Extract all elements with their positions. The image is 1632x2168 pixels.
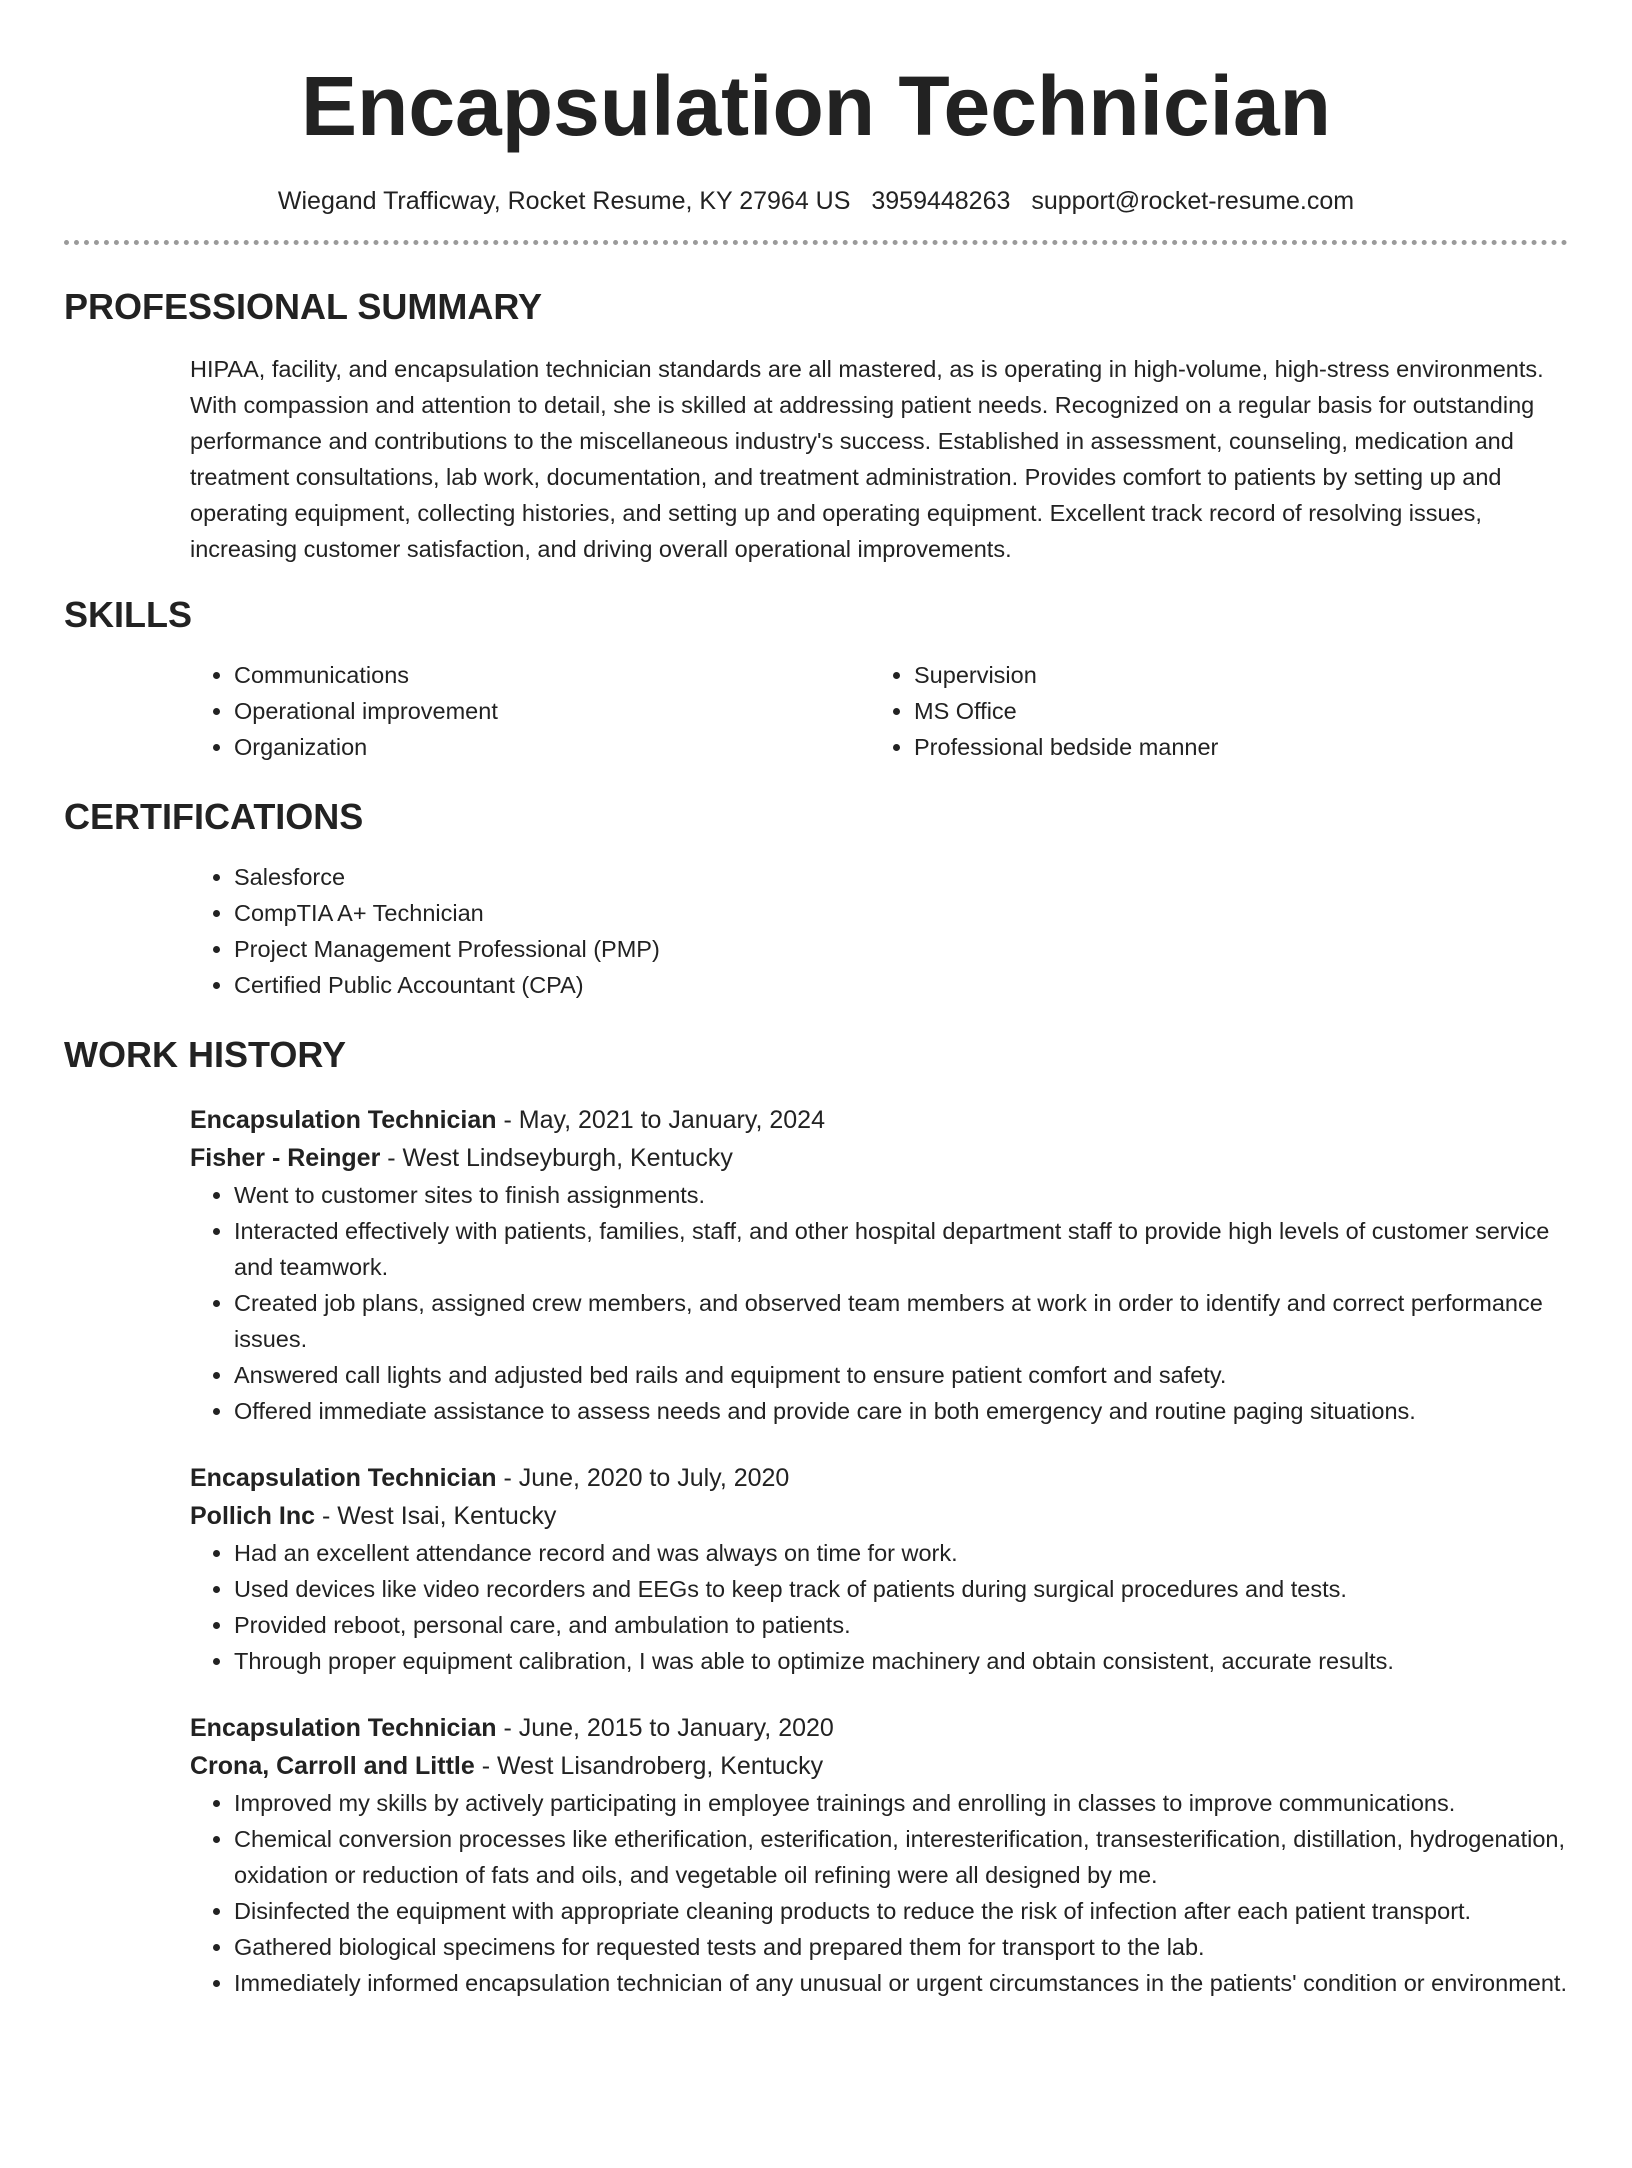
job-location: - West Lindseyburgh, Kentucky <box>380 1144 733 1172</box>
contact-line <box>64 184 1568 218</box>
job-entry <box>190 1709 1568 2001</box>
job-bullet: • Through proper equipment calibration, I was able to optimize machinery and obtain consistent, accurate results. <box>234 1643 1568 1679</box>
job-bullet: • Chemical conversion processes like etherification, esterification, interesterification, transesterification, distillation, hydrogenation, oxidation or reduction of fats and oils, and vegetable oil refining were all designed by me. <box>234 1821 1568 1893</box>
job-bullet: • Offered immediate assistance to assess needs and provide care in both emergency and routine paging situations. <box>234 1393 1568 1429</box>
contact-phone: 3959448263 <box>871 187 1011 215</box>
skills-grid <box>190 657 1568 765</box>
job-bullet: • Gathered biological specimens for requested tests and prepared them for transport to the lab. <box>234 1929 1568 1965</box>
job-company-line <box>190 1497 1568 1535</box>
skills-section <box>64 593 1568 765</box>
job-dates: - May, 2021 to January, 2024 <box>496 1106 825 1134</box>
contact-email: support@rocket-resume.com <box>1031 187 1355 215</box>
skills-column-right <box>870 657 1550 765</box>
job-role: Encapsulation Technician <box>190 1106 497 1134</box>
job-entry <box>190 1459 1568 1679</box>
job-company: Pollich Inc <box>190 1502 316 1530</box>
job-location: - West Isai, Kentucky <box>315 1502 557 1530</box>
job-title-line <box>190 1709 1568 1747</box>
job-role: Encapsulation Technician <box>190 1464 497 1492</box>
skill-item: • MS Office <box>914 693 1550 729</box>
certification-item: • Salesforce <box>234 859 1568 895</box>
job-company: Fisher - Reinger <box>190 1144 381 1172</box>
summary-heading: PROFESSIONAL SUMMARY <box>64 286 543 327</box>
job-bullet: • Went to customer sites to finish assignments. <box>234 1177 1568 1213</box>
certifications-heading: CERTIFICATIONS <box>64 796 364 837</box>
job-dates: - June, 2015 to January, 2020 <box>496 1714 834 1742</box>
resume-page <box>0 56 1632 2168</box>
job-company-line <box>190 1139 1568 1177</box>
job-dates: - June, 2020 to July, 2020 <box>496 1464 790 1492</box>
job-entry <box>190 1101 1568 1429</box>
summary-section <box>64 285 1568 567</box>
certification-item: • Project Management Professional (PMP) <box>234 931 1568 967</box>
skills-column-left <box>190 657 870 765</box>
job-bullet: • Interacted effectively with patients, families, staff, and other hospital department staff to provide high levels of customer service and teamwork. <box>234 1213 1568 1285</box>
skill-item: • Professional bedside manner <box>914 729 1550 765</box>
skill-item: • Organization <box>234 729 870 765</box>
job-bullets <box>190 1785 1568 2001</box>
job-bullet: • Created job plans, assigned crew members, and observed team members at work in order to identify and correct performance issues. <box>234 1285 1568 1357</box>
skills-heading: SKILLS <box>64 594 193 635</box>
certification-item: • Certified Public Accountant (CPA) <box>234 967 1568 1003</box>
candidate-name: Encapsulation Technician <box>301 59 1331 153</box>
certifications-list <box>190 859 1568 1003</box>
skill-item: • Operational improvement <box>234 693 870 729</box>
skill-item: • Communications <box>234 657 870 693</box>
job-role: Encapsulation Technician <box>190 1714 497 1742</box>
job-bullet: • Had an excellent attendance record and was always on time for work. <box>234 1535 1568 1571</box>
header-divider <box>64 240 1568 245</box>
job-bullet: • Improved my skills by actively participating in employee trainings and enrolling in classes to improve communications. <box>234 1785 1568 1821</box>
job-bullets <box>190 1177 1568 1429</box>
certification-item: • CompTIA A+ Technician <box>234 895 1568 931</box>
summary-text: HIPAA, facility, and encapsulation technician standards are all mastered, as is operating in high-volume, high-stress environments. With compassion and attention to detail, she is skilled at addressing patient needs. Recognized on a regular basis for outstanding performance and contributions to the miscellaneous industry's success. Established in assessment, counseling, medication and treatment consultations, lab work, documentation, and treatment administration. Provides comfort to patients by setting up and operating equipment, collecting histories, and setting up and operating equipment. Excellent track record of resolving issues, increasing customer satisfaction, and driving overall operational improvements. <box>190 356 1544 562</box>
job-company: Crona, Carroll and Little <box>190 1752 475 1780</box>
job-bullet: • Provided reboot, personal care, and ambulation to patients. <box>234 1607 1568 1643</box>
contact-address: Wiegand Trafficway, Rocket Resume, KY 27964 US <box>277 187 851 215</box>
job-bullet: • Immediately informed encapsulation technician of any unusual or urgent circumstances in the patients' condition or environment. <box>234 1965 1568 2001</box>
job-bullet: • Answered call lights and adjusted bed rails and equipment to ensure patient comfort and safety. <box>234 1357 1568 1393</box>
skill-item: • Supervision <box>914 657 1550 693</box>
job-location: - West Lisandroberg, Kentucky <box>474 1752 824 1780</box>
job-title-line <box>190 1101 1568 1139</box>
job-company-line <box>190 1747 1568 1785</box>
certifications-section <box>64 795 1568 1003</box>
job-bullet: • Disinfected the equipment with appropriate cleaning products to reduce the risk of infection after each patient transport. <box>234 1893 1568 1929</box>
work-history-heading: WORK HISTORY <box>64 1034 347 1075</box>
job-bullets <box>190 1535 1568 1679</box>
job-title-line <box>190 1459 1568 1497</box>
job-bullet: • Used devices like video recorders and EEGs to keep track of patients during surgical procedures and tests. <box>234 1571 1568 1607</box>
work-history-section <box>64 1033 1568 2001</box>
